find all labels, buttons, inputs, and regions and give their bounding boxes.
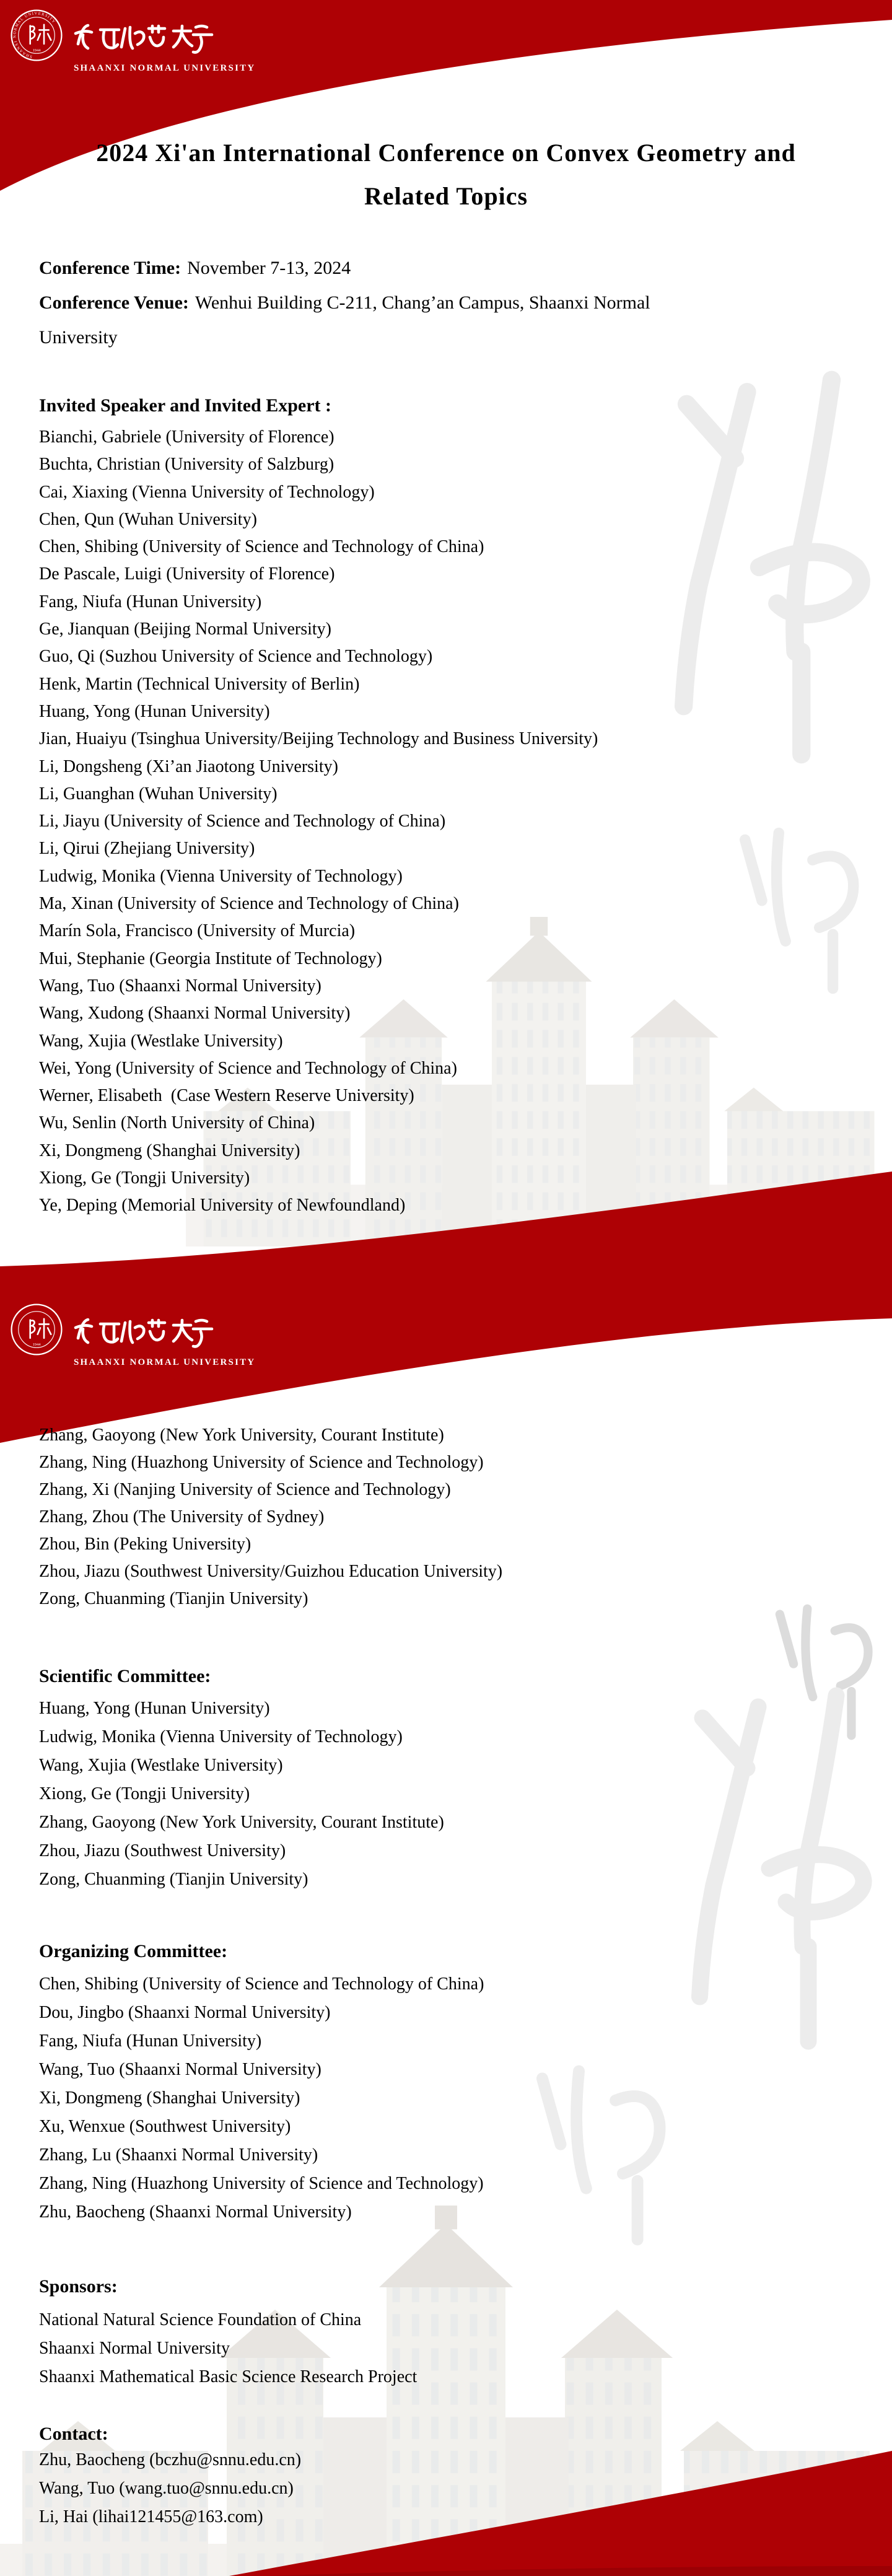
list-item: Zhang, Lu (Shaanxi Normal University) [39,2145,318,2165]
speakers-heading: Invited Speaker and Invited Expert : [39,395,332,416]
university-seal-icon [10,1303,63,1356]
list-item: Wang, Tuo (Shaanxi Normal University) [39,2060,321,2079]
list-item: Li, Jiayu (University of Science and Technology of China) [39,812,446,831]
list-item: Xiong, Ge (Tongji University) [39,1168,250,1188]
seal-year: 1944 [32,1342,41,1347]
scientific-committee-heading: Scientific Committee: [39,1666,211,1686]
list-item: Xi, Dongmeng (Shanghai University) [39,2088,300,2108]
list-item: Cai, Xiaxing (Vienna University of Technology) [39,482,375,502]
list-item: Xiong, Ge (Tongji University) [39,1784,250,1803]
list-item: Wang, Xujia (Westlake University) [39,1756,283,1775]
title-line-2: Related Topics [364,182,528,210]
university-logo [10,1302,256,1383]
contact-list [39,2446,301,2531]
conference-time [39,251,650,286]
list-item: Jian, Huaiyu (Tsinghua University/Beijing Technology and Business University) [39,729,598,749]
list-item: Zhang, Ning (Huazhong University of Science and Technology) [39,1453,484,1472]
list-item: Buchta, Christian (University of Salzburg) [39,455,334,475]
list-item: Li, Dongsheng (Xi’an Jiaotong University) [39,756,338,776]
list-item: Zong, Chuanming (Tianjin University) [39,1589,308,1608]
list-item: Zhang, Gaoyong (New York University, Courant Institute) [39,1426,444,1445]
contact-heading: Contact: [39,2424,108,2444]
list-item: Chen, Shibing (University of Science and Technology of China) [39,1974,484,1994]
calligraphy-watermark [669,1684,892,2075]
organizing-committee-heading: Organizing Committee: [39,1941,228,1961]
list-item: Dou, Jingbo (Shaanxi Normal University) [39,2003,331,2022]
university-name-en: SHAANXI NORMAL UNIVERSITY [74,63,256,73]
university-name-en: SHAANXI NORMAL UNIVERSITY [74,1357,256,1367]
contact-item: Wang, Tuo (wang.tuo@snnu.edu.cn) [39,2479,294,2498]
list-item: Marín Sola, Francisco (University of Murcia) [39,921,356,941]
list-item: Guo, Qi (Suzhou University of Science and Technology) [39,647,433,667]
list-item: Ye, Deping (Memorial University of Newfoundland) [39,1196,406,1216]
list-item: Werner, Elisabeth (Case Western Reserve University) [39,1086,414,1106]
list-item: Wang, Xudong (Shaanxi Normal University) [39,1004,351,1023]
list-item: Zhang, Xi (Nanjing University of Science and Technology) [39,1480,451,1499]
contact-item: Zhu, Baocheng (bczhu@snnu.edu.cn) [39,2450,302,2469]
sponsors-heading: Sponsors: [39,2276,118,2297]
seal-year: 1944 [32,48,41,53]
list-item: Chen, Qun (Wuhan University) [39,509,257,529]
conference-venue-label: Conference Venue: [39,292,189,313]
list-item: Li, Guanghan (Wuhan University) [39,784,278,804]
list-item: Mui, Stephanie (Georgia Institute of Technology) [39,948,382,968]
list-item: Zong, Chuanming (Tianjin University) [39,1870,308,1889]
contact-item: Li, Hai (lihai121455@163.com) [39,2507,263,2526]
list-item: Zhu, Baocheng (Shaanxi Normal University) [39,2202,352,2222]
list-item: Zhou, Bin (Peking University) [39,1535,251,1554]
list-item: Henk, Martin (Technical University of Berlin) [39,674,360,694]
list-item: Xi, Dongmeng (Shanghai University) [39,1141,300,1160]
list-item: Ludwig, Monika (Vienna University of Technology) [39,866,403,886]
speakers-list-continued [39,1422,502,1613]
university-name-zh-calligraphy [73,1310,219,1355]
calligraphy-watermark [650,366,892,793]
conference-time-label: Conference Time: [39,258,181,278]
speakers-list [39,424,598,1220]
list-item: Wei, Yong (University of Science and Technology of China) [39,1058,457,1078]
list-item: Ludwig, Monika (Vienna University of Technology) [39,1727,403,1746]
list-item: Shaanxi Mathematical Basic Science Research Project [39,2367,418,2386]
university-seal-icon [10,9,63,62]
page-2 [0,1288,892,2576]
list-item: Bianchi, Gabriele (University of Florence) [39,427,334,447]
conference-details [39,251,650,355]
list-item: Li, Qirui (Zhejiang University) [39,839,255,859]
list-item: National Natural Science Foundation of China [39,2310,362,2329]
conference-time-value: November 7-13, 2024 [187,258,351,278]
organizing-committee-list [39,1970,484,2227]
list-item: Wu, Senlin (North University of China) [39,1113,315,1133]
list-item: Fang, Niufa (Hunan University) [39,592,262,611]
conference-venue-value: Wenhui Building C-211, Chang’an Campus, Shaanxi Normal [195,292,650,313]
university-name-zh-calligraphy [73,16,219,61]
list-item: Wang, Tuo (Shaanxi Normal University) [39,976,321,996]
list-item: Fang, Niufa (Hunan University) [39,2031,262,2051]
list-item: Shaanxi Normal University [39,2339,230,2358]
list-item: De Pascale, Luigi (University of Florence) [39,564,335,584]
list-item: Wang, Xujia (Westlake University) [39,1031,283,1051]
list-item: Huang, Yong (Hunan University) [39,701,270,721]
conference-venue-wrap: University [39,327,118,348]
list-item: Zhang, Gaoyong (New York University, Courant Institute) [39,1813,444,1832]
university-logo [10,7,256,89]
list-item: Huang, Yong (Hunan University) [39,1699,270,1718]
list-item: Zhou, Jiazu (Southwest University/Guizhou Education University) [39,1562,503,1581]
list-item: Zhang, Ning (Huazhong University of Science and Technology) [39,2174,484,2193]
title-line-1: 2024 Xi'an International Conference on Convex Geometry and [96,139,796,167]
list-item: Zhou, Jiazu (Southwest University) [39,1841,286,1860]
conference-venue [39,286,650,320]
list-item: Zhang, Zhou (The University of Sydney) [39,1507,325,1527]
svg-text:SHAANXI NORMAL UNIVERSITY: SHAANXI NORMAL UNIVERSITY [12,11,56,59]
list-item: Xu, Wenxue (Southwest University) [39,2117,291,2136]
list-item: Ge, Jianquan (Beijing Normal University) [39,620,332,639]
page-title [0,131,892,218]
list-item: Chen, Shibing (University of Science and Technology of China) [39,537,484,557]
sponsors-list [39,2306,417,2391]
scientific-committee-list [39,1694,444,1894]
list-item: Ma, Xinan (University of Science and Technology of China) [39,894,459,914]
